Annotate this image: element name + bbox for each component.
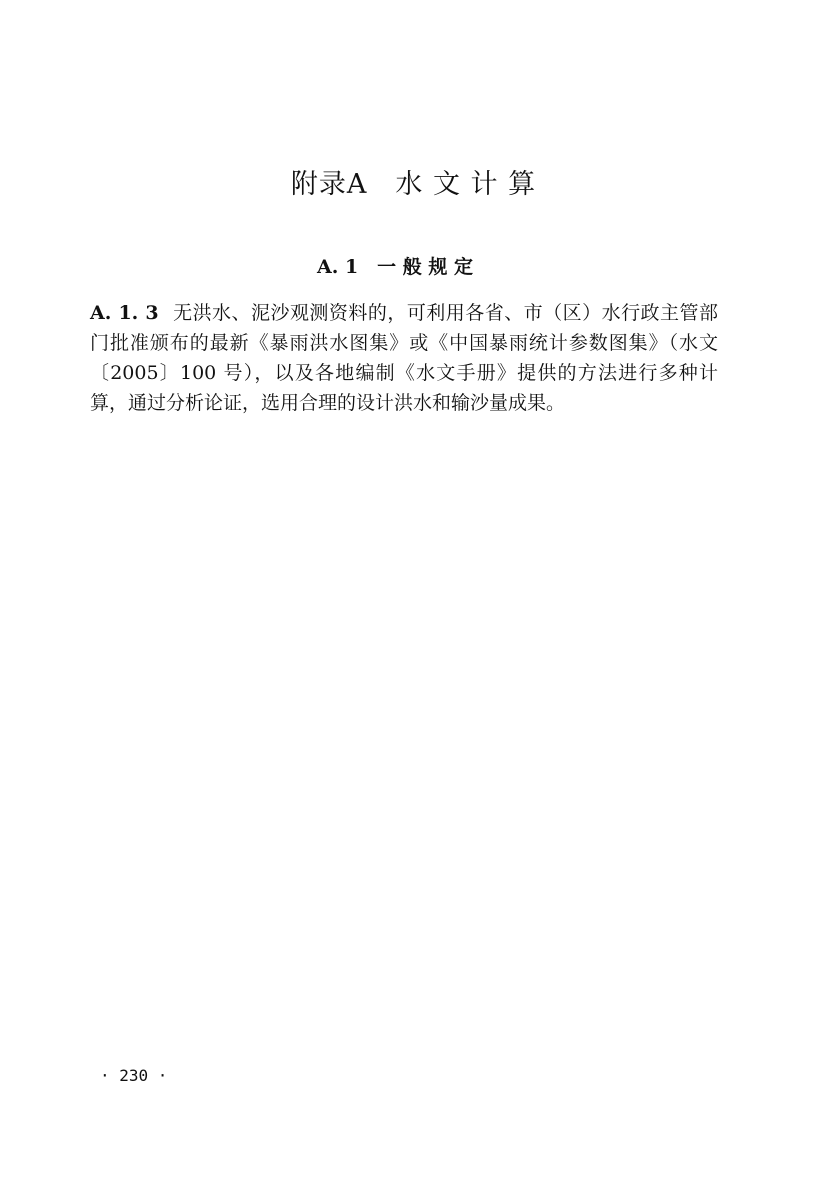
page-number: · 230 · (100, 1066, 168, 1085)
clause-number: A. 1. 3 (90, 302, 159, 324)
clause-text: 无洪水、泥沙观测资料的，可利用各省、市（区）水行政主管部门批准颁布的最新《暴雨洪水图集》或《中国暴雨统计参数图集》（水文〔2005〕100 号），以及各地编制《水文手册》提供的方法进行多种计算，通过分析论证，选用合理的设计洪水和输沙量成果。 (90, 302, 718, 414)
appendix-title: 附录A 水 文 计 算 (290, 169, 537, 200)
clause-paragraph (90, 298, 718, 418)
section-heading: A. 1 一 般 规 定 (316, 256, 474, 278)
